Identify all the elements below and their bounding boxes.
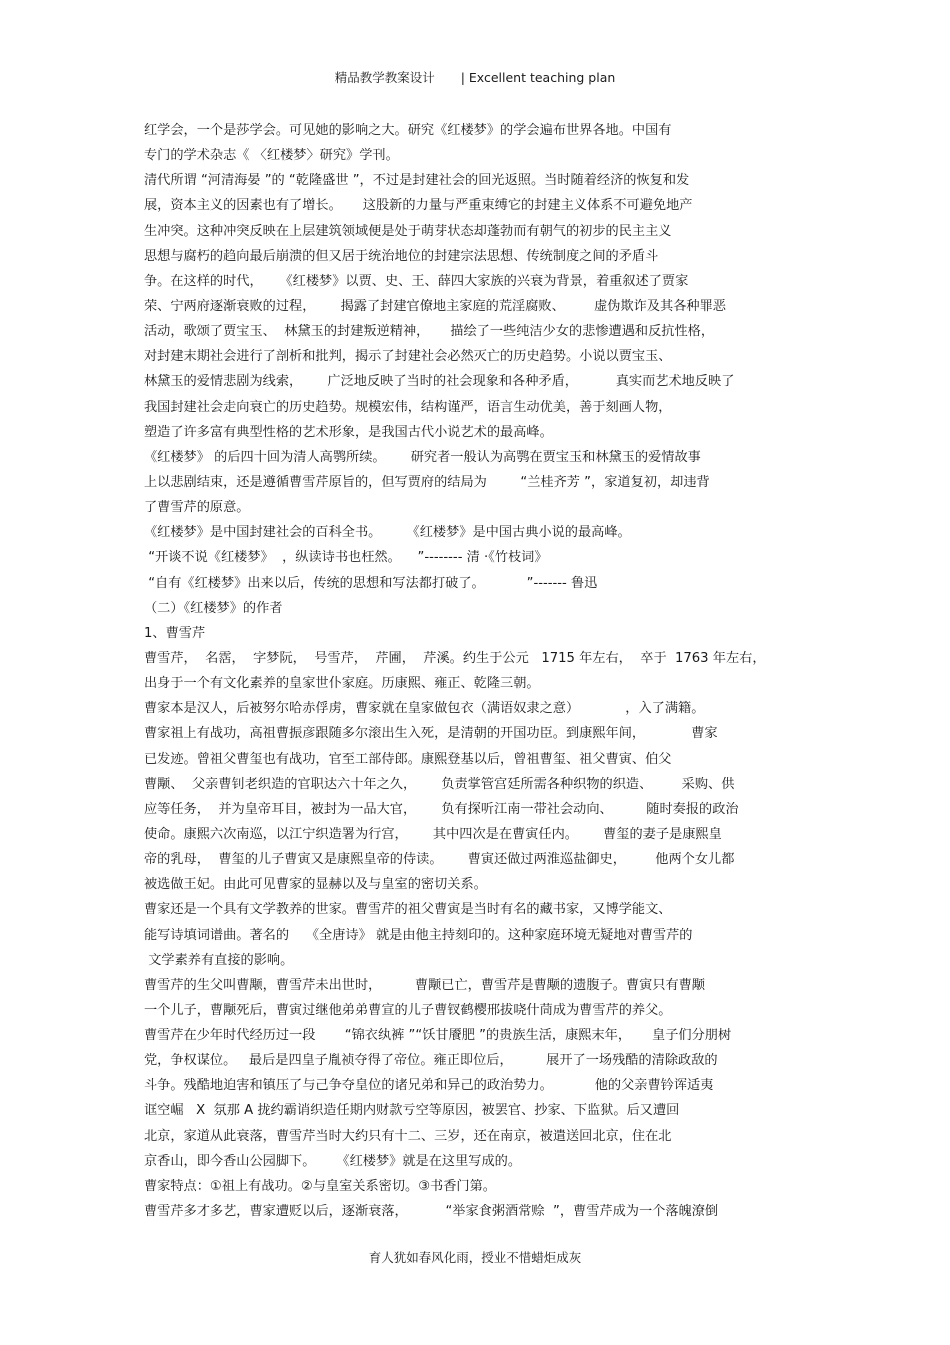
text-line: 了曹雪芹的原意。 xyxy=(144,500,250,516)
text-line: 已发迹。曾祖父曹玺也有战功，官至工部侍郎。康熙登基以后，曾祖曹玺、祖父曹寅、伯父 xyxy=(144,751,672,767)
text-line: 红学会，一个是莎学会。可见她的影响之大。研究《红楼梦》的学会遍布世界各地。中国有 xyxy=(144,123,672,138)
text-line: 上以悲剧结束，还是遵循曹雪芹原旨的，但写贾府的结局为 “兰桂齐芳 ”，家道复初，却违背 xyxy=(144,474,710,490)
text-line: 荣、宁两府逐渐衰败的过程， 揭露了封建官僚地主家庭的荒淫腐败、 虚伪欺诈及其各种罪恶 xyxy=(144,298,726,314)
text-line: 北京，家道从此衰落，曹雪芹当时大约只有十二、三岁，还在南京，被遣送回北京，住在北 xyxy=(144,1128,672,1144)
header-title-en: | Excellent teaching plan xyxy=(460,70,616,85)
text-line: （二）《红楼梦》的作者 xyxy=(144,600,283,616)
text-line: 《红楼梦》 的后四十回为清人高鹗所续。 研究者一般认为高鹗在贾宝玉和林黛玉的爱情故事 xyxy=(144,449,701,465)
page-footer xyxy=(0,1248,950,1266)
text-line: 生冲突。这种冲突反映在上层建筑领域便是处于萌芽状态却蓬勃而有朝气的初步的民主主义 xyxy=(144,223,672,239)
text-line: 曹家特点：①祖上有战功。②与皇室关系密切。③书香门第。 xyxy=(144,1178,496,1194)
text-line: 文学素养有直接的影响。 xyxy=(144,952,294,968)
text-line: 思想与腐朽的趋向最后崩溃的但又居于统治地位的封建宗法思想、传统制度之间的矛盾斗 xyxy=(144,248,659,264)
text-line: 争。在这样的时代， 《红楼梦》以贾、史、王、薛四大家族的兴衰为背景，着重叙述了贾家 xyxy=(144,273,689,289)
text-line: 曹雪芹， 名霑， 字梦阮， 号雪芹， 芹圃， 芹溪。约生于公元 1715 年左右， 卒于 1763 年左右， xyxy=(144,650,766,666)
text-line: 应等任务， 并为皇帝耳目，被封为一品大官， 负有探听江南一带社会动向、 随时奏报的政治 xyxy=(144,801,739,817)
text-line: 斗争。残酷地迫害和镇压了与己争夺皇位的诸兄弟和异己的政治势力。 他的父亲曹钤诨适夷 xyxy=(144,1078,714,1094)
text-line: 一个儿子，曹颙死后，曹寅过继他弟弟曹宣的儿子曹钗鹤樱邢拔哓什茼成为曹雪芹的养父。 xyxy=(144,1002,672,1018)
text-line: 京香山，即今香山公园脚下。 《红楼梦》就是在这里写成的。 xyxy=(144,1153,522,1169)
text-line: 《红楼梦》是中国封建社会的百科全书。 《红楼梦》是中国古典小说的最高峰。 xyxy=(144,525,631,541)
text-line: 能写诗填词谱曲。著名的 《全唐诗》 就是由他主持刻印的。这种家庭环境无疑地对曹雪芹的 xyxy=(144,927,693,943)
text-line: 曹雪芹在少年时代经历过一段 “锦衣纨裤 ”“饫甘餍肥 ”的贵族生活，康熙末年， 皇子们分朋树 xyxy=(144,1028,732,1044)
text-line: 塑造了许多富有典型性格的艺术形象，是我国古代小说艺术的最高峰。 xyxy=(144,424,553,440)
text-line: 曹雪芹的生父叫曹颙，曹雪芹未出世时， 曹颙已亡，曹雪芹是曹颙的遗腹子。曹寅只有曹颙 xyxy=(144,977,706,993)
text-line: 曹家还是一个具有文学教养的世家。曹雪芹的祖父曹寅是当时有名的藏书家，又博学能文、 xyxy=(144,902,672,918)
text-line: 党，争权谋位。 最后是四皇子胤祯夺得了帝位。雍正即位后， 展开了一场残酷的清除政敌的 xyxy=(144,1053,718,1069)
text-line: 出身于一个有文化素养的皇家世仆家庭。历康熙、雍正、乾隆三朝。 xyxy=(144,676,540,692)
text-line: 专门的学术杂志《 〈红楼梦〉研究》学刊。 xyxy=(144,148,399,164)
text-line: 曹颙、 父亲曹钊老织造的官职达六十年之久， 负责掌管宫廷所需各种织物的织造、 采购、供 xyxy=(144,776,735,792)
text-line: 对封建末期社会进行了剖析和批判，揭示了封建社会必然灭亡的历史趋势。小说以贾宝玉、 xyxy=(144,349,672,365)
text-line: 清代所谓 “河清海晏 ”的 “乾隆盛世 ”，不过是封建社会的回光返照。当时随着经济的恢复和发 xyxy=(144,173,690,189)
text-line: 被选做王妃。由此可见曹家的显赫以及与皇室的密切关系。 xyxy=(144,877,487,893)
text-line: 曹家祖上有战功，高祖曹振彦跟随多尔滚出生入死，是清朝的开国功臣。到康熙年间， 曹家 xyxy=(144,726,718,742)
footer-motto: 育人犹如春风化雨，授业不惜蜡炬成灰 xyxy=(368,1250,582,1265)
text-line: 使命。康熙六次南巡，以江宁织造署为行宫， 其中四次是在曹寅任内。 曹玺的妻子是康熙皇 xyxy=(144,826,722,842)
text-line: 我国封建社会走向衰亡的历史趋势。规模宏伟，结构谨严，语言生动优美，善于刻画人物， xyxy=(144,399,672,415)
text-line: “自有《红楼梦》出来以后，传统的思想和写法都打破了。 ”------- 鲁迅 xyxy=(144,575,598,591)
document-body xyxy=(144,118,814,1224)
text-line: 曹雪芹多才多艺，曹家遭贬以后，逐渐衰落， “举家食粥酒常赊 ”，曹雪芹成为一个落魄潦倒 xyxy=(144,1204,719,1220)
text-line: 诓空崛 X 氛那 A 拢约霸诮织造任期内财款亏空等原因，被罢官、抄家、下监狱。后又遭回 xyxy=(144,1103,680,1119)
text-line: 林黛玉的爱情悲剧为线索， 广泛地反映了当时的社会现象和各种矛盾， 真实而艺术地反映了 xyxy=(144,374,735,390)
header-title-cn: 精品教学教案设计 xyxy=(334,70,435,85)
text-line: “开谈不说《红楼梦》 ，纵读诗书也枉然。 ”-------- 清 ·《竹枝词》 xyxy=(144,550,548,566)
text-line: 帝的乳母， 曹玺的儿子曹寅又是康熙皇帝的侍读。 曹寅还做过两淮巡盐御史， 他两个女儿都 xyxy=(144,852,735,868)
page-header xyxy=(0,68,950,86)
text-line: 曹家本是汉人，后被努尔哈赤俘虏，曹家就在皇家做包衣（满语奴隶之意） ，入了满籍。 xyxy=(144,701,705,717)
text-line: 活动，歌颂了贾宝玉、 林黛玉的封建叛逆精神， 描绘了一些纯洁少女的悲惨遭遇和反抗性格， xyxy=(144,324,715,340)
text-line: 展，资本主义的因素也有了增长。 这股新的力量与严重束缚它的封建主义体系不可避免地产 xyxy=(144,198,693,214)
text-line: 1、曹雪芹 xyxy=(144,625,206,641)
